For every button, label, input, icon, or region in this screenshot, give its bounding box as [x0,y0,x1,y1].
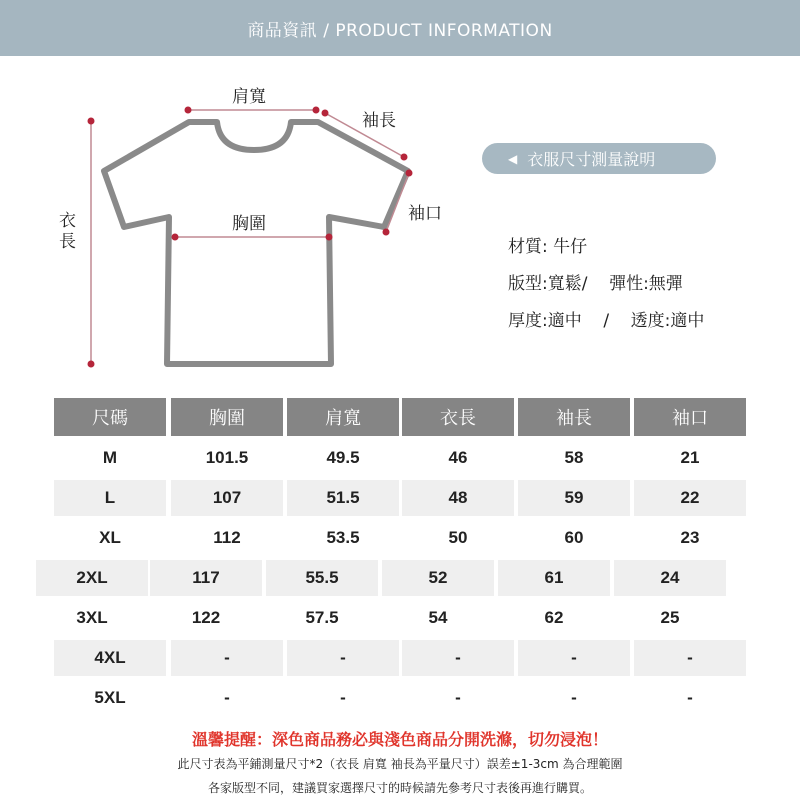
measurement-note: 此尺寸表為平鋪測量尺寸*2（衣長 肩寬 袖長為平量尺寸）誤差±1-3cm 為合理範圍 [177,757,623,771]
fit-elasticity-info: 版型:寬鬆/ 彈性:無彈 [508,274,683,294]
fit-advice-note: 各家版型不同，建議買家選擇尺寸的時候請先參考尺寸表後再進行購買。 [207,781,592,795]
body-length-dot-bottom [88,361,95,368]
chest-label: 胸圍 [232,214,266,234]
size-guide-button-label: 衣服尺寸測量說明 [527,150,656,169]
left-arrow-icon: ◀ [508,151,518,166]
table-cell: 52 [382,560,494,596]
table-cell: 48 [402,480,514,516]
table-cell: 60 [564,528,584,547]
table-cell: - [634,640,746,676]
table-cell: 59 [518,480,630,516]
size-cell: 2XL [36,560,148,596]
table-cell: 51.5 [287,480,399,516]
table-cell: - [518,640,630,676]
table-header-cell: 肩寬 [287,398,399,436]
size-guide-button[interactable] [482,143,716,174]
size-cell: 5XL [94,688,126,707]
table-cell: - [224,688,230,707]
size-cell: XL [99,528,121,547]
size-cell: 3XL [76,608,108,627]
table-cell: - [287,640,399,676]
table-header-cell: 尺碼 [54,398,166,436]
sleeve-length-label: 袖長 [362,111,396,131]
thickness-transparency-info: 厚度:適中 / 透度:適中 [508,311,705,331]
chest-dot-right [326,234,333,241]
table-header-cell: 衣長 [402,398,514,436]
table-cell: 46 [448,448,468,467]
table-header-cell: 袖口 [634,398,746,436]
cuff-dot-top [406,170,413,177]
shoulder-label: 肩寬 [232,87,266,107]
chest-dot-left [172,234,179,241]
table-cell: 49.5 [326,448,360,467]
tshirt-outline [104,122,408,364]
table-cell: 53.5 [326,528,360,547]
table-cell: - [402,640,514,676]
table-cell: 117 [150,560,262,596]
table-cell: 107 [171,480,283,516]
material-info: 材質: 牛仔 [508,237,588,257]
size-cell: 4XL [54,640,166,676]
table-cell: 54 [428,608,448,627]
table-cell: 22 [634,480,746,516]
cuff-label: 袖口 [408,204,442,224]
table-cell: 101.5 [205,448,249,467]
table-cell: - [340,688,346,707]
table-cell: 23 [680,528,700,547]
cuff-dot-bottom [383,229,390,236]
table-cell: 25 [660,608,680,627]
body-length-label-bottom: 長 [59,232,76,252]
table-cell: 57.5 [305,608,339,627]
care-warning: 溫馨提醒：深色商品務必與淺色商品分開洗滌，切勿浸泡！ [191,730,608,749]
table-cell: 58 [564,448,584,467]
table-header-cell: 袖長 [518,398,630,436]
table-cell: 21 [680,448,700,467]
table-cell: 24 [614,560,726,596]
table-header-cell: 胸圍 [171,398,283,436]
table-cell: 112 [213,528,241,547]
table-cell: 55.5 [266,560,378,596]
body-length-label-top: 衣 [59,211,76,231]
table-cell: 122 [191,608,221,627]
body-length-dot-top [88,118,95,125]
table-cell: 50 [448,528,468,547]
table-cell: - [687,688,693,707]
size-cell: M [102,448,118,467]
shoulder-dot-right [313,107,320,114]
sleeve-dot-bottom [401,154,408,161]
cuff-measure-line [386,173,409,232]
size-cell: L [54,480,166,516]
table-cell: - [455,688,461,707]
table-cell: - [171,640,283,676]
table-cell: - [571,688,577,707]
table-cell: 61 [498,560,610,596]
sleeve-dot-top [322,110,329,117]
table-cell: 62 [544,608,564,627]
header-title: 商品資訊 / PRODUCT INFORMATION [247,20,553,41]
shoulder-dot-left [185,107,192,114]
